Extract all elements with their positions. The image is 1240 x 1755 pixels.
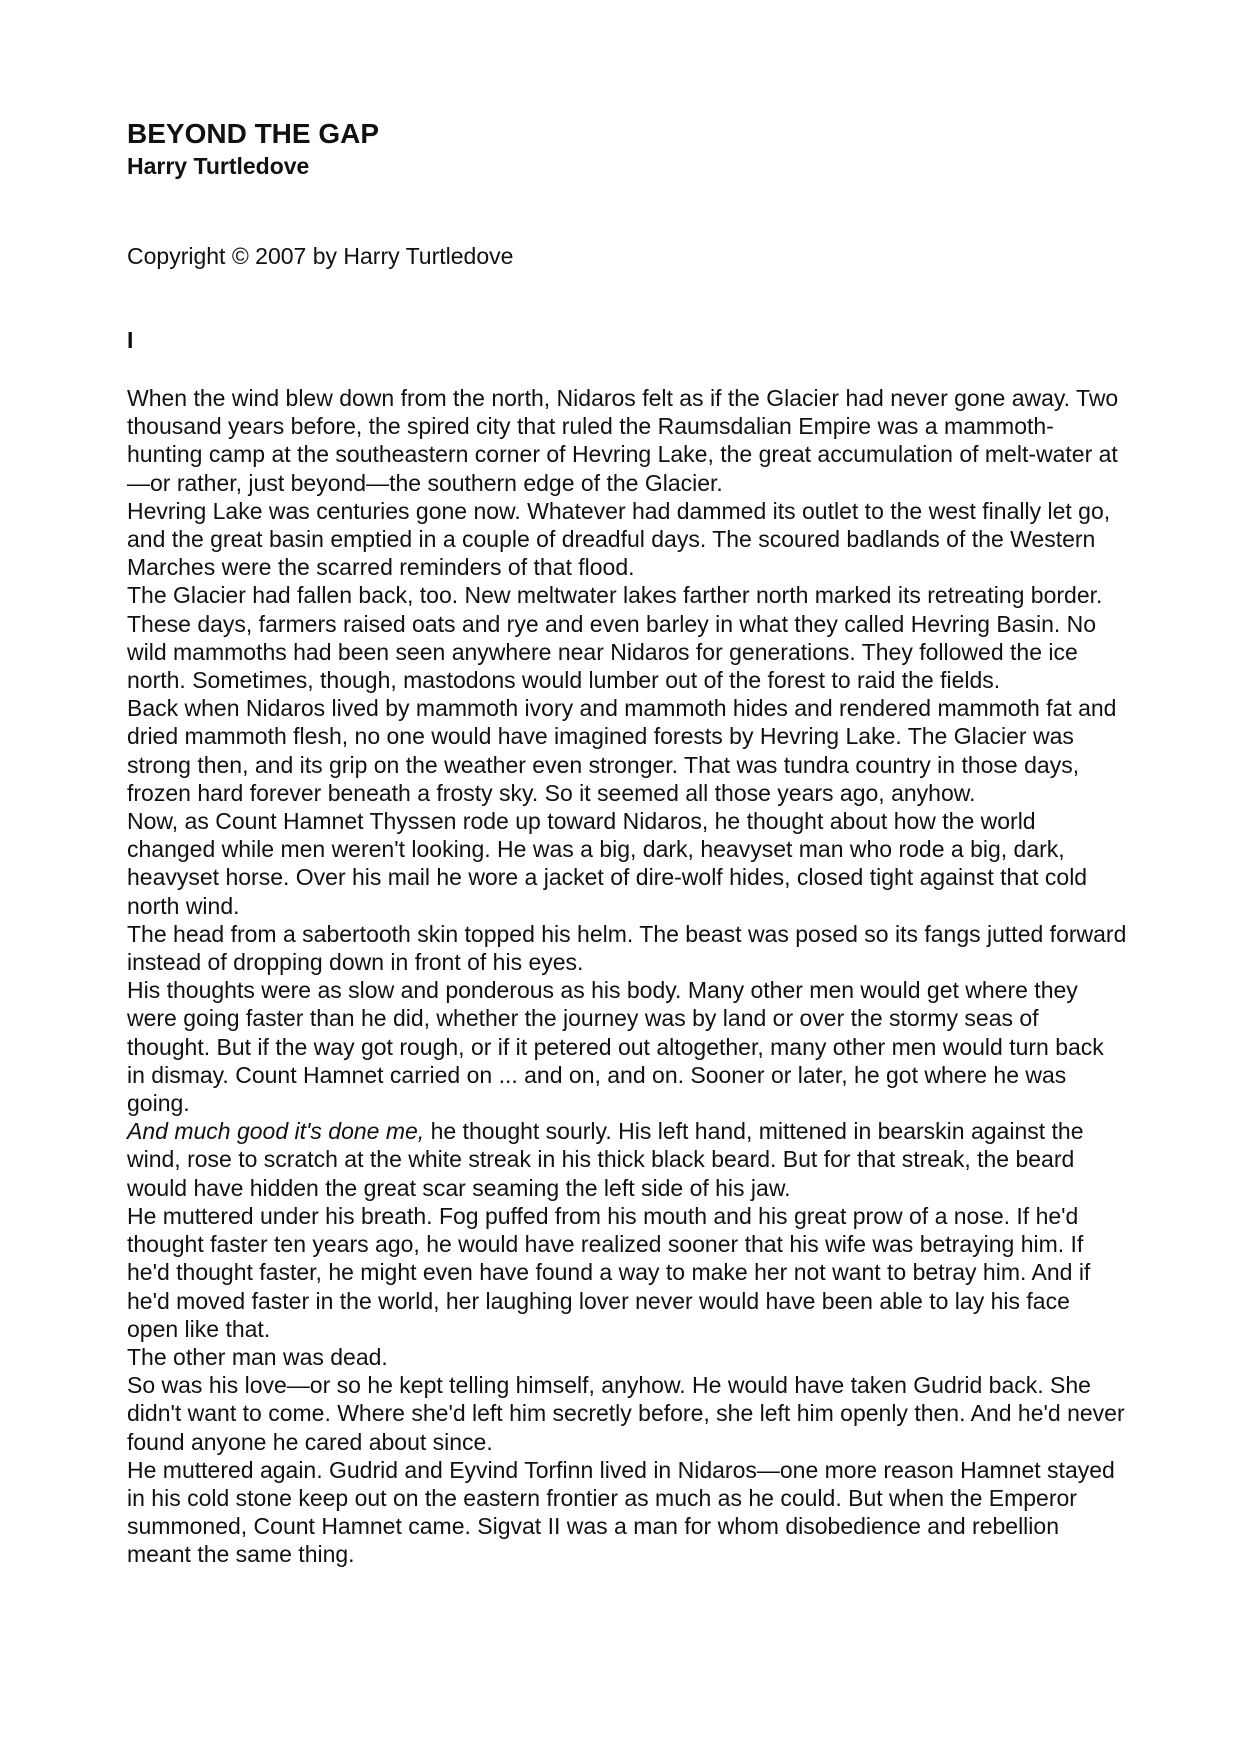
paragraph-with-italic [127, 1117, 1127, 1202]
paragraph: The head from a sabertooth skin topped his helm. The beast was posed so its fangs jutted forward instead of dropping down in front of his eyes. [127, 920, 1127, 976]
paragraph: The Glacier had fallen back, too. New meltwater lakes farther north marked its retreating border. These days, farmers raised oats and rye and even barley in what they called Hevring Basin. No wild mammoths had been seen anywhere near Nidaros for generations. They followed the ice north. Sometimes, though, mastodons would lumber out of the forest to raid the fields. [127, 582, 1103, 694]
paragraph: His thoughts were as slow and ponderous as his body. Many other men would get where they were going faster than he did, whether the journey was by land or over the stormy seas of thought. But if the way got rough, or if it petered out altogether, many other men would turn back in dismay. Count Hamnet carried on ... and on, and on. Sooner or later, he got where he was going. [127, 977, 1104, 1117]
chapter-heading: I [127, 327, 134, 353]
paragraph: He muttered again. Gudrid and Eyvind Torfinn lived in Nidaros—one more reason Hamnet stayed in his cold stone keep out on the eastern frontier as much as he could. But when the Emperor summoned, Count Hamnet came. Sigvat II was a man for whom disobedience and rebellion meant the same thing. [127, 1456, 1115, 1568]
paragraph: He muttered under his breath. Fog puffed from his mouth and his great prow of a nose. If he'd thought faster ten years ago, he would have realized sooner that his wife was betraying him. If he'd thought faster, he might even have found a way to make her not want to betray him. And if he'd moved faster in the world, her laughing lover never would have been able to lay his face open like that. [127, 1202, 1091, 1342]
book-title: BEYOND THE GAP [127, 118, 380, 149]
paragraph: Back when Nidaros lived by mammoth ivory and mammoth hides and rendered mammoth fat and dried mammoth flesh, no one would have imagined forests by Hevring Lake. The Glacier was strong then, and its grip on the weather even stronger. That was tundra country in those days, frozen hard forever beneath a frosty sky. So it seemed all those years ago, anyhow. [127, 695, 1117, 806]
paragraph: So was his love—or so he kept telling himself, anyhow. He would have taken Gudrid back. She didn't want to come. Where she'd left him secretly before, she left him openly then. And he'd never found anyone he cared about since. [127, 1372, 1125, 1455]
paragraph: Hevring Lake was centuries gone now. Whatever had dammed its outlet to the west finally let go, and the great basin emptied in a couple of dreadful days. The scoured badlands of the Western Marches were the scarred reminders of that flood. [127, 497, 1111, 581]
paragraph-rest: he thought sourly. His left hand, mittened in bearskin against the wind, rose to scratch at the white streak in his thick black beard. But for that streak, the beard would have hidden the great scar seaming the left side of his jaw. [127, 1118, 1084, 1201]
paragraph: The other man was dead. [127, 1343, 388, 1370]
italic-thought: And much good it's done me, [127, 1118, 425, 1145]
author-name: Harry Turtledove [127, 153, 310, 179]
paragraph: When the wind blew down from the north, Nidaros felt as if the Glacier had never gone away. Two thousand years before, the spired city that ruled the Raumsdalian Empire was a mammoth-hunting camp at the southeastern corner of Hevring Lake, the great accumulation of melt-water at—or rather, just beyond—the southern edge of the Glacier. [127, 385, 1119, 496]
copyright-notice: Copyright © 2007 by Harry Turtledove [127, 243, 514, 269]
chapter-body [127, 384, 1127, 1569]
paragraph: Now, as Count Hamnet Thyssen rode up toward Nidaros, he thought about how the world changed while men weren't looking. He was a big, dark, heavyset man who rode a big, dark, heavyset horse. Over his mail he wore a jacket of dire-wolf hides, closed tight against that cold north wind. [127, 808, 1088, 919]
